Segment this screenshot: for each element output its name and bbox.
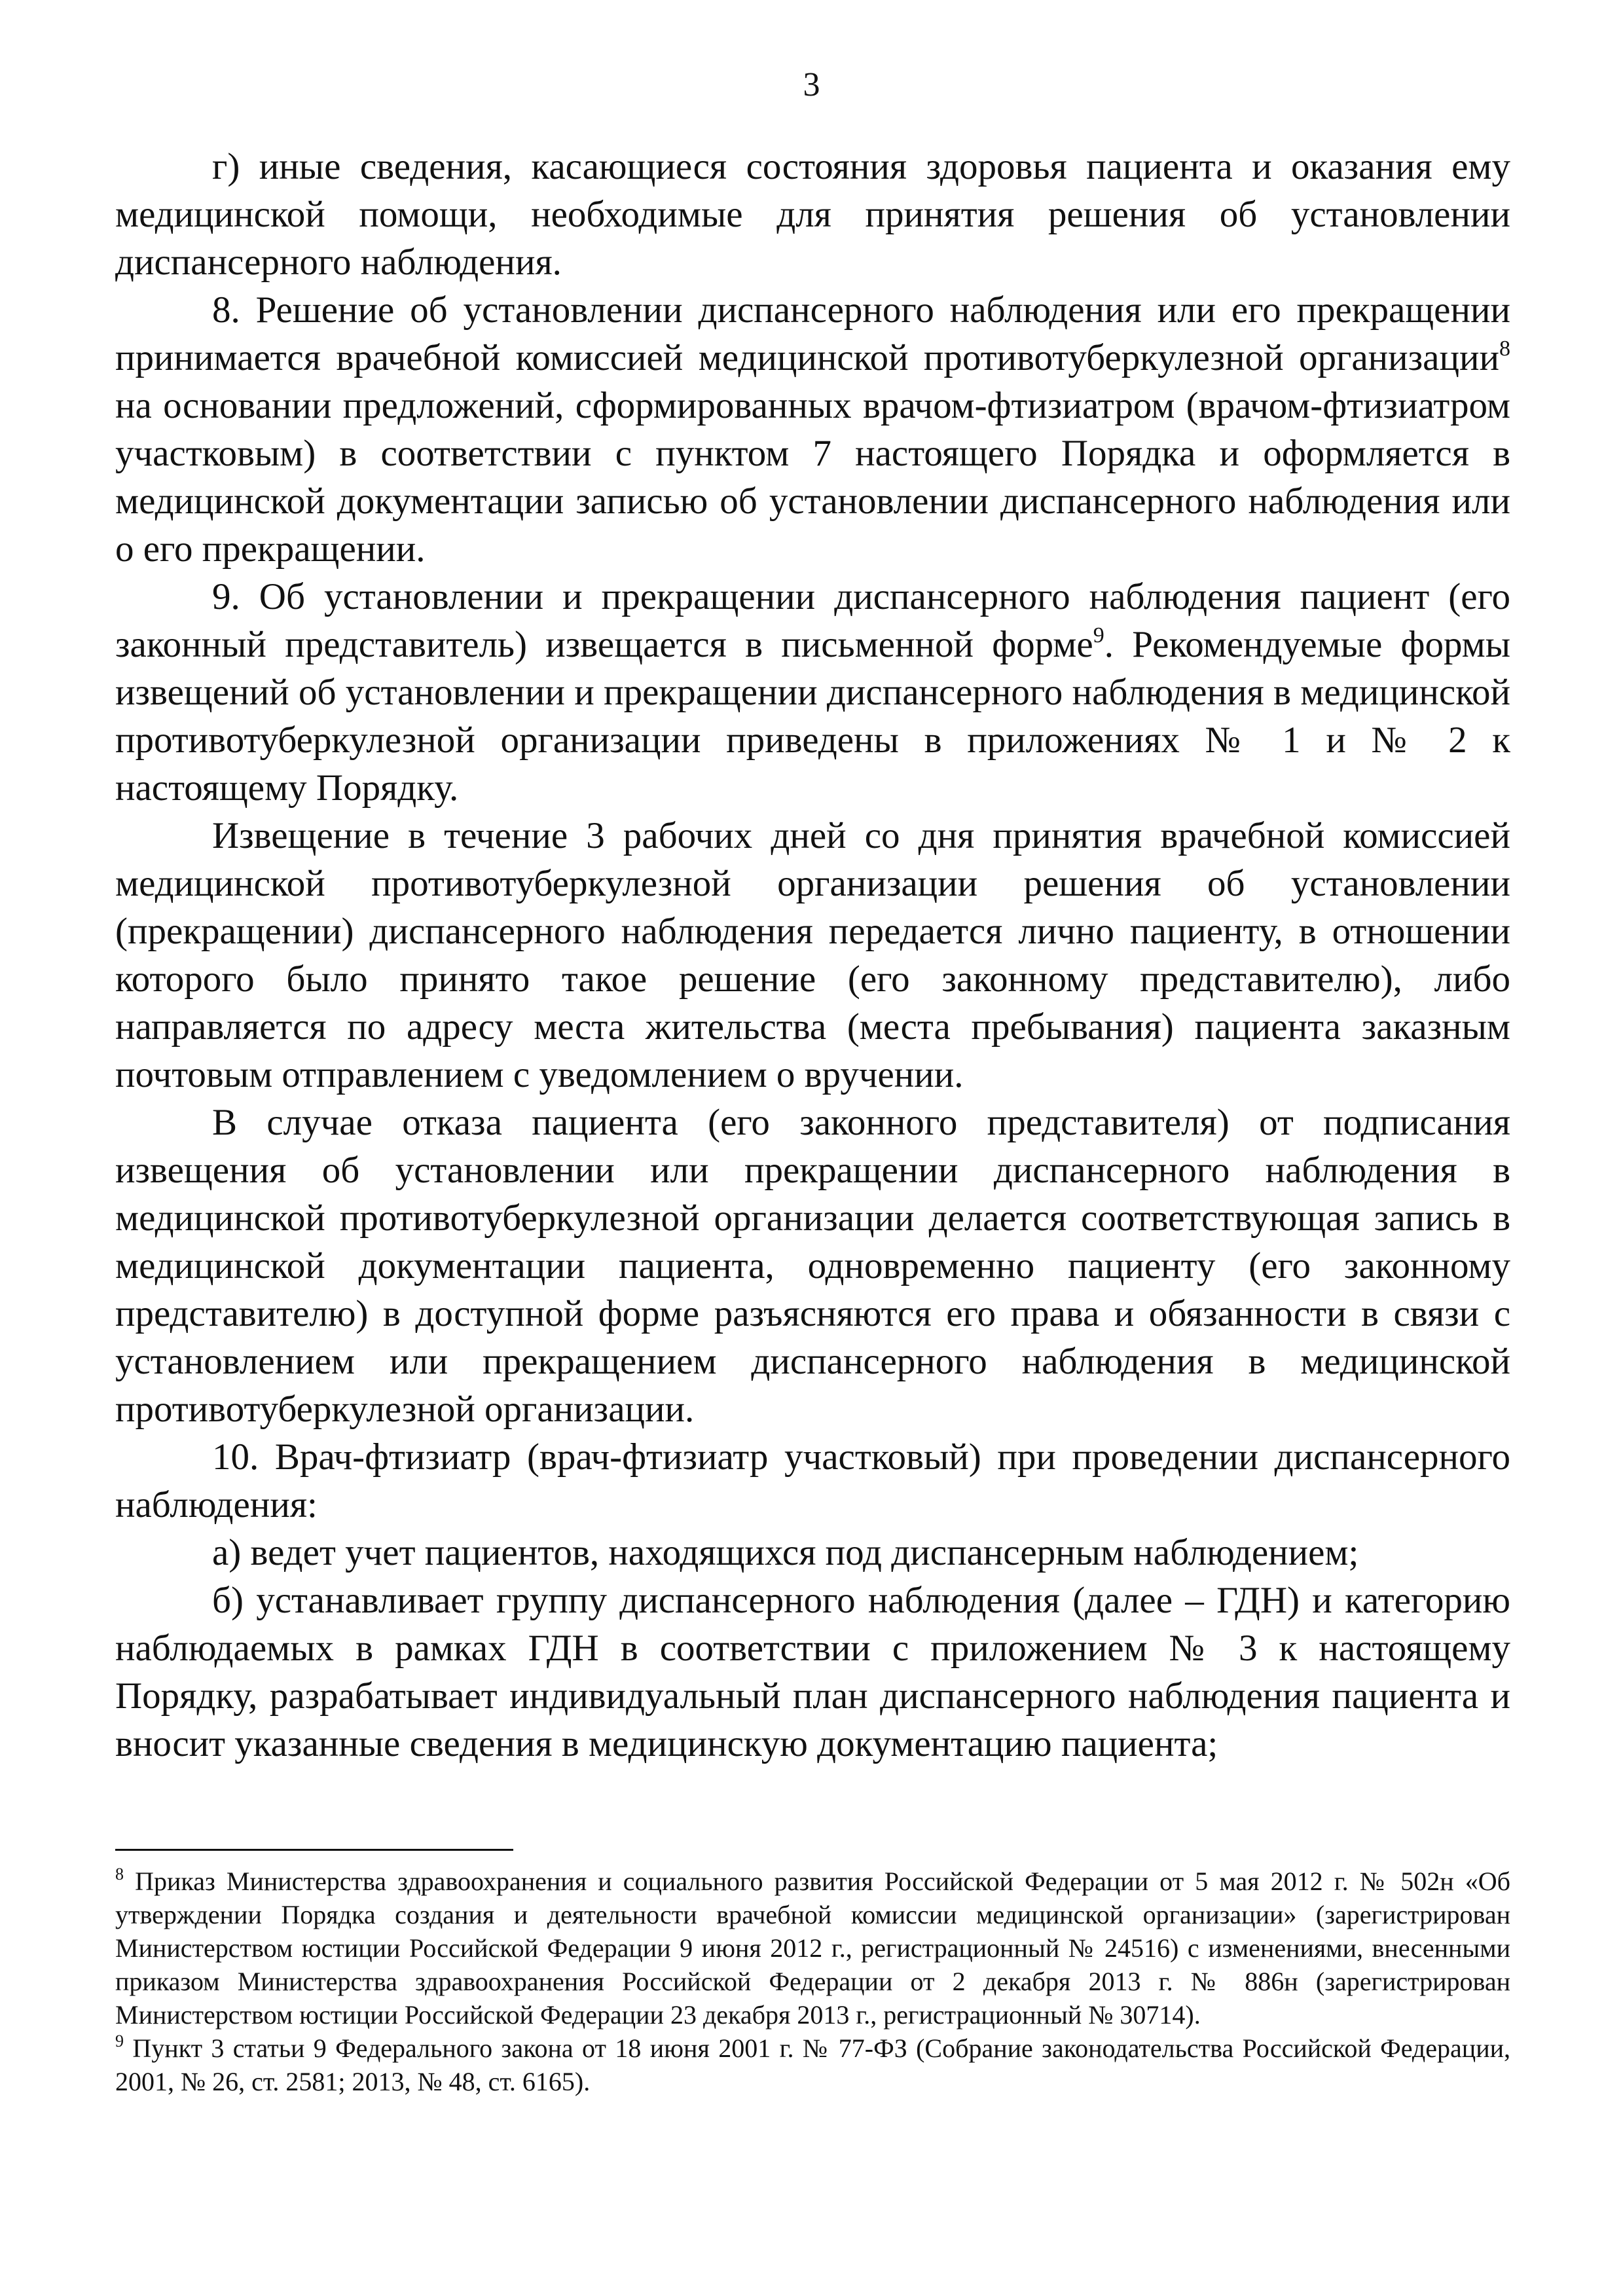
footnote-8	[115, 1865, 1510, 2032]
document-body	[115, 143, 1510, 1768]
footnote-8-number: 8	[115, 1865, 124, 1884]
footnote-ref-9[interactable]: 9	[1093, 623, 1104, 647]
footnote-8-text: Приказ Министерства здравоохранения и социального развития Российской Федерации от 5 мая 2012 г. № 502н «Об утверждении Порядка создания и деятельности врачебной комиссии медицинской организации» (зарегистрирован Министерством юстиции Российской Федерации 9 июня 2012 г., регистрационный № 24516) с изменениями, внесенными приказом Министерства здравоохранения Российской Федерации от 2 декабря 2013 г. № 886н (зарегистрирован Министерством юстиции Российской Федерации 23 декабря 2013 г., регистрационный № 30714).	[115, 1867, 1510, 2030]
paragraph-refusal: В случае отказа пациента (его законного представителя) от подписания извещения об установлении или прекращении диспансерного наблюдения в медицинской противотуберкулезной организации делается соответствующая запись в медицинской документации пациента, одновременно пациенту (его законному представителю) в доступной форме разъясняются его права и обязанности в связи с установлением или прекращением диспансерного наблюдения в медицинской противотуберкулезной организации.	[115, 1102, 1510, 1430]
clause-8-text-end: на основании предложений, сформированных врачом-фтизиатром (врачом-фтизиатром участковым) в соответствии с пунктом 7 настоящего Порядка и оформляется в медицинской документации записью об установлении диспансерного наблюдения или о его прекращении.	[115, 385, 1510, 570]
paragraph-item-a: а) ведет учет пациентов, находящихся под диспансерным наблюдением;	[212, 1532, 1359, 1573]
clause-9-text-end: . Рекомендуемые формы извещений об установлении и прекращении диспансерного наблюдения в медицинской противотуберкулезной организации приведены в приложениях № 1 и № 2 к настоящему Порядку.	[115, 624, 1510, 809]
footnote-divider	[115, 1849, 513, 1851]
paragraph-clause-10: 10. Врач-фтизиатр (врач-фтизиатр участковый) при проведении диспансерного наблюдения:	[115, 1436, 1510, 1525]
page-number: 3	[803, 66, 820, 103]
footnote-9-text: Пункт 3 статьи 9 Федерального закона от 18 июня 2001 г. № 77-ФЗ (Собрание законодательства Российской Федерации, 2001, № 26, ст. 2581; 2013, № 48, ст. 6165).	[115, 2033, 1510, 2096]
footnote-9-number: 9	[115, 2032, 124, 2050]
footnote-ref-8[interactable]: 8	[1499, 337, 1510, 361]
paragraph-notice-delivery: Извещение в течение 3 рабочих дней со дня принятия врачебной комиссией медицинской противотуберкулезной организации решения об установлении (прекращении) диспансерного наблюдения передается лично пациенту, в отношении которого было принято такое решение (его законному представителю), либо направляется по адресу места жительства (места пребывания) пациента заказным почтовым отправлением с уведомлением о вручении.	[115, 815, 1510, 1095]
paragraph-item-b: б) устанавливает группу диспансерного наблюдения (далее – ГДН) и категорию наблюдаемых в рамках ГДН в соответствии с приложением № 3 к настоящему Порядку, разрабатывает индивидуальный план диспансерного наблюдения пациента и вносит указанные сведения в медицинскую документацию пациента;	[115, 1580, 1510, 1764]
clause-8-text-start: 8. Решение об установлении диспансерного наблюдения или его прекращении принимается врачебной комиссией медицинской противотуберкулезной организации	[115, 289, 1510, 378]
paragraph-clause-9	[115, 573, 1510, 812]
clause-9-text-start: 9. Об установлении и прекращении диспансерного наблюдения пациент (его законный представитель) извещается в письменной форме	[115, 576, 1510, 665]
footnote-9	[115, 2032, 1510, 2098]
paragraph-clause-8	[115, 286, 1510, 573]
footnotes-section	[115, 1865, 1510, 2098]
paragraph-item-g: г) иные сведения, касающиеся состояния здоровья пациента и оказания ему медицинской помощи, необходимые для принятия решения об установлении диспансерного наблюдения.	[115, 146, 1510, 283]
